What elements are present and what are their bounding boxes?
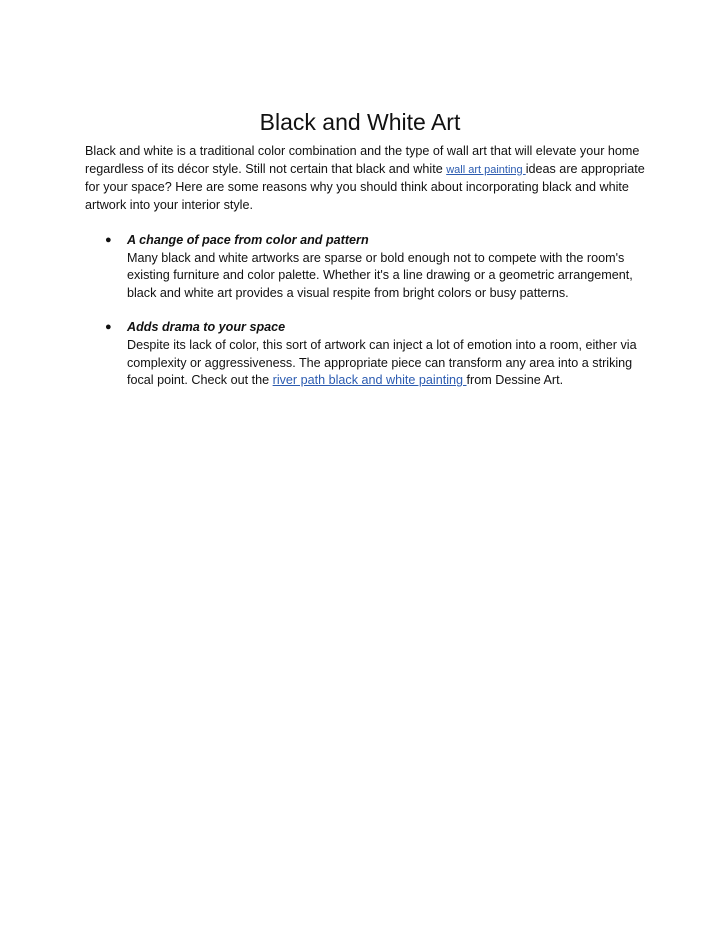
list-item-body-end: from Dessine Art. (466, 373, 564, 388)
list-item-heading: Adds drama to your space (127, 320, 286, 335)
page-title: Black and White Art (259, 109, 461, 135)
list-item-body-start: Despite its lack of color, this sort of artwork can inject a lot of emotion into a room, either via complexity or aggressiveness. The appropriate piece can transform any area into a striking focal point. Check out the (127, 337, 637, 388)
intro-paragraph (85, 143, 645, 214)
wall-art-painting-link[interactable]: wall art painting (446, 163, 526, 176)
intro-text-end: ideas are appropriate for your space? Here are some reasons why you should think about incorporating black and white artwork into your interior style. (85, 161, 645, 212)
list-item-heading: A change of pace from color and pattern (127, 233, 369, 247)
river-path-painting-link[interactable]: river path black and white painting (272, 373, 467, 388)
bullet-icon: ● (105, 321, 112, 334)
list-item (85, 319, 645, 389)
list-item-body (127, 337, 645, 390)
list-item-body: Many black and white artworks are sparse or bold enough not to compete with the room's existing furniture and color palette. Whether it's a line drawing or a geometric arrangement, black and white art provides a visual respite from bright colors or busy patterns. (127, 250, 633, 300)
bullet-icon: ● (105, 234, 112, 246)
list-item (85, 232, 645, 302)
intro-text-start: Black and white is a traditional color combination and the type of wall art that will elevate your home regardless of its décor style. Still not certain that black and white (85, 144, 640, 176)
reasons-list (85, 232, 645, 407)
